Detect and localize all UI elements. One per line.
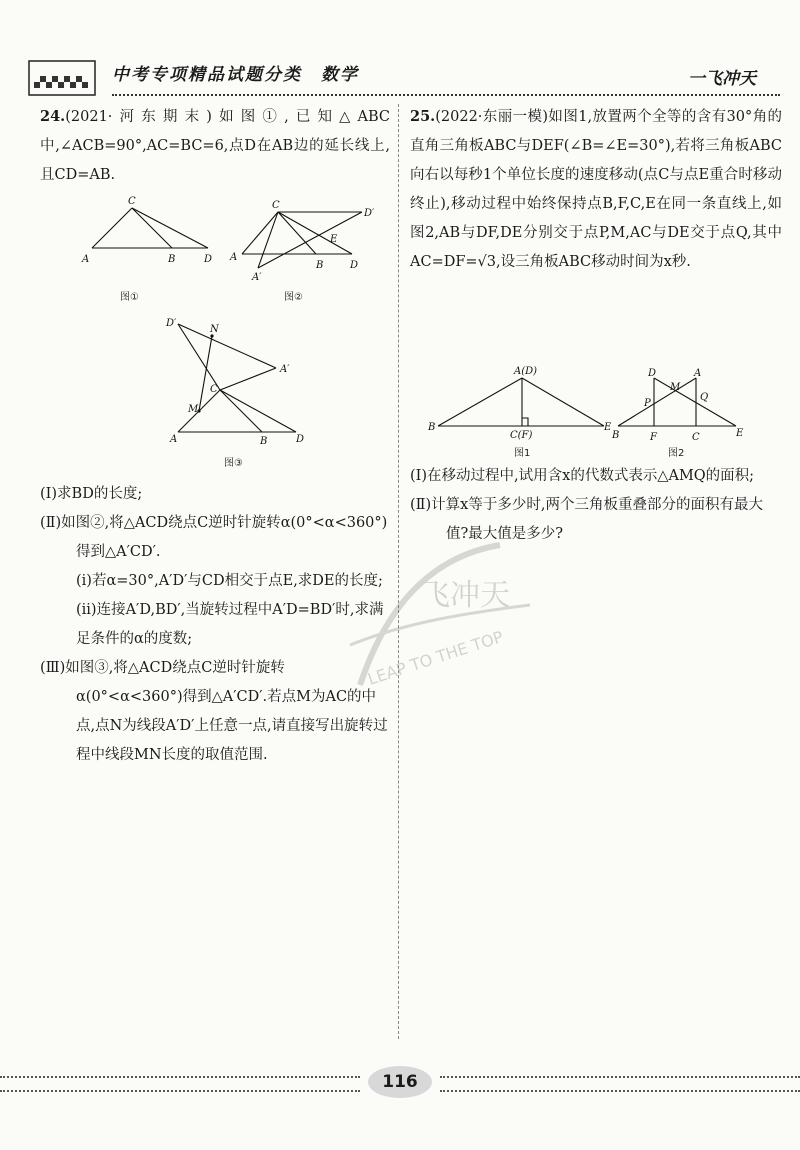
- q25-intro: [410, 102, 782, 277]
- q24-part-1: (Ⅰ)求BD的长度;: [40, 486, 143, 502]
- q25-fig1-label-c-f: C(F): [510, 430, 533, 441]
- q25-fig2-label-m: M: [670, 382, 681, 393]
- fig2-label-d-prime: D′: [364, 208, 375, 219]
- q24-figure-3-drawing: [164, 316, 314, 446]
- q24-intro-text: (2021·河东期末)如图①,已知△ABC中,∠ACB=90°,AC=BC=6,点D在AB边的延长线上,且CD=AB.: [40, 109, 390, 183]
- q25-part-1: (Ⅰ)在移动过程中,试用含x的代数式表示△AMQ的面积;: [410, 468, 755, 484]
- fig2-label-d: D: [350, 260, 359, 271]
- q25-figure-1: [428, 360, 618, 459]
- column-divider: [398, 104, 399, 1039]
- q24-intro: [40, 102, 390, 190]
- q24-figure-2-drawing: [228, 196, 388, 286]
- fig3-label-m: M: [188, 404, 199, 415]
- q24-part-2-i: (ⅰ)若α=30°,A′D′与CD相交于点E,求DE的长度;: [76, 573, 383, 589]
- fig2-label-a-prime: A′: [252, 272, 262, 283]
- page-header: [28, 52, 780, 104]
- fig3-label-a-prime: A′: [280, 364, 290, 375]
- fig3-label-d-prime: D′: [166, 318, 177, 329]
- fig1-label-a: A: [82, 254, 90, 265]
- q25-fig2-label-b: B: [612, 430, 620, 441]
- footer-band-right: [440, 1076, 800, 1092]
- footer-band-left: [0, 1076, 360, 1092]
- fig2-label-e: E: [330, 234, 338, 245]
- fig2-caption: 图②: [284, 292, 303, 303]
- fig3-label-n: N: [210, 324, 219, 335]
- fig3-label-a: A: [170, 434, 178, 445]
- page-footer: [0, 1062, 800, 1102]
- q25-parts: [410, 462, 782, 549]
- q25-figure-1-drawing: [428, 360, 618, 450]
- q25-fig1-label-b: B: [428, 422, 436, 433]
- q24-part-2-ii: (ⅱ)连接A′D,BD′,当旋转过程中A′D=BD′时,求满足条件的α的度数;: [76, 602, 384, 647]
- fig1-label-c: C: [128, 196, 136, 207]
- q24-part-2: (Ⅱ)如图②,将△ACD绕点C逆时针旋转α(0°<α<360°)得到△A′CD′.: [40, 515, 388, 560]
- fig3-label-b: B: [260, 436, 268, 446]
- q24-figure-3: [164, 316, 314, 469]
- q25-number: 25.: [410, 108, 436, 125]
- q25-intro-text: (2022·东丽一模)如图1,放置两个全等的含有30°角的直角三角板ABC与DEF(∠B=∠E=30°),若将三角板ABC向右以每秒1个单位长度的速度移动(点C与点E重合时移动终止),移动过程中始终保持点B,F,C,E在同一条直线上,如图2,AB与DF,DE分别交于点P,M,AC与DE交于点Q,其中AC=DF=√3,设三角板ABC移动时间为x秒.: [410, 109, 782, 270]
- q25-fig2-label-q: Q: [700, 392, 709, 403]
- watermark-text-en: LEAP TO THE TOP: [365, 627, 506, 689]
- q24-figure-1: [80, 192, 230, 303]
- fig1-label-d: D: [204, 254, 213, 265]
- fig1-label-b: B: [168, 254, 176, 265]
- q25-fig2-label-d: D: [648, 368, 657, 379]
- q24-number: 24.: [40, 108, 66, 125]
- q25-fig2-label-c: C: [692, 432, 700, 443]
- fig2-label-a: A: [230, 252, 238, 263]
- book-title: 中考专项精品试题分类 数学: [112, 65, 359, 85]
- q24-figure-1-drawing: [80, 192, 230, 272]
- q25-fig1-label-e: E: [604, 422, 612, 433]
- q24-part-3: (Ⅲ)如图③,将△ACD绕点C逆时针旋转α(0°<α<360°)得到△A′CD′.若点M为AC的中点,点N为线段A′D′上任意一点,请直接写出旋转过程中线段MN长度的取值范围.: [40, 660, 388, 763]
- q25-figure-2: [612, 364, 752, 458]
- page-number: 116: [368, 1066, 432, 1098]
- q24-figure-2: [228, 196, 388, 303]
- q24-parts: [40, 480, 390, 770]
- fig3-label-d: D: [296, 434, 305, 445]
- q25-part-2: (Ⅱ)计算x等于多少时,两个三角板重叠部分的面积有最大值?最大值是多少?: [410, 497, 763, 542]
- fig3-label-c: C: [210, 384, 218, 395]
- q25-fig2-label-p: P: [644, 398, 651, 409]
- fig3-caption: 图③: [224, 458, 243, 469]
- q25-fig2-label-f: F: [650, 432, 657, 443]
- fig2-label-b: B: [316, 260, 324, 271]
- q25-fig2-caption: 图2: [668, 448, 685, 459]
- header-rule: [112, 94, 780, 96]
- watermark-text-cn: 飞冲天: [420, 578, 510, 613]
- fig1-caption: 图①: [120, 292, 139, 303]
- q25-fig2-label-a: A: [694, 368, 702, 379]
- q25-figure-2-drawing: [612, 364, 752, 454]
- question-25: [410, 102, 782, 277]
- q25-fig1-caption: 图1: [514, 448, 531, 459]
- book-logo-icon: [28, 60, 96, 96]
- question-24: [40, 102, 390, 190]
- q25-fig2-label-e: E: [736, 428, 744, 439]
- q25-fig1-label-a-d: A(D): [514, 366, 538, 377]
- fig2-label-c: C: [272, 200, 280, 211]
- brand-name: 一飞冲天: [688, 69, 756, 89]
